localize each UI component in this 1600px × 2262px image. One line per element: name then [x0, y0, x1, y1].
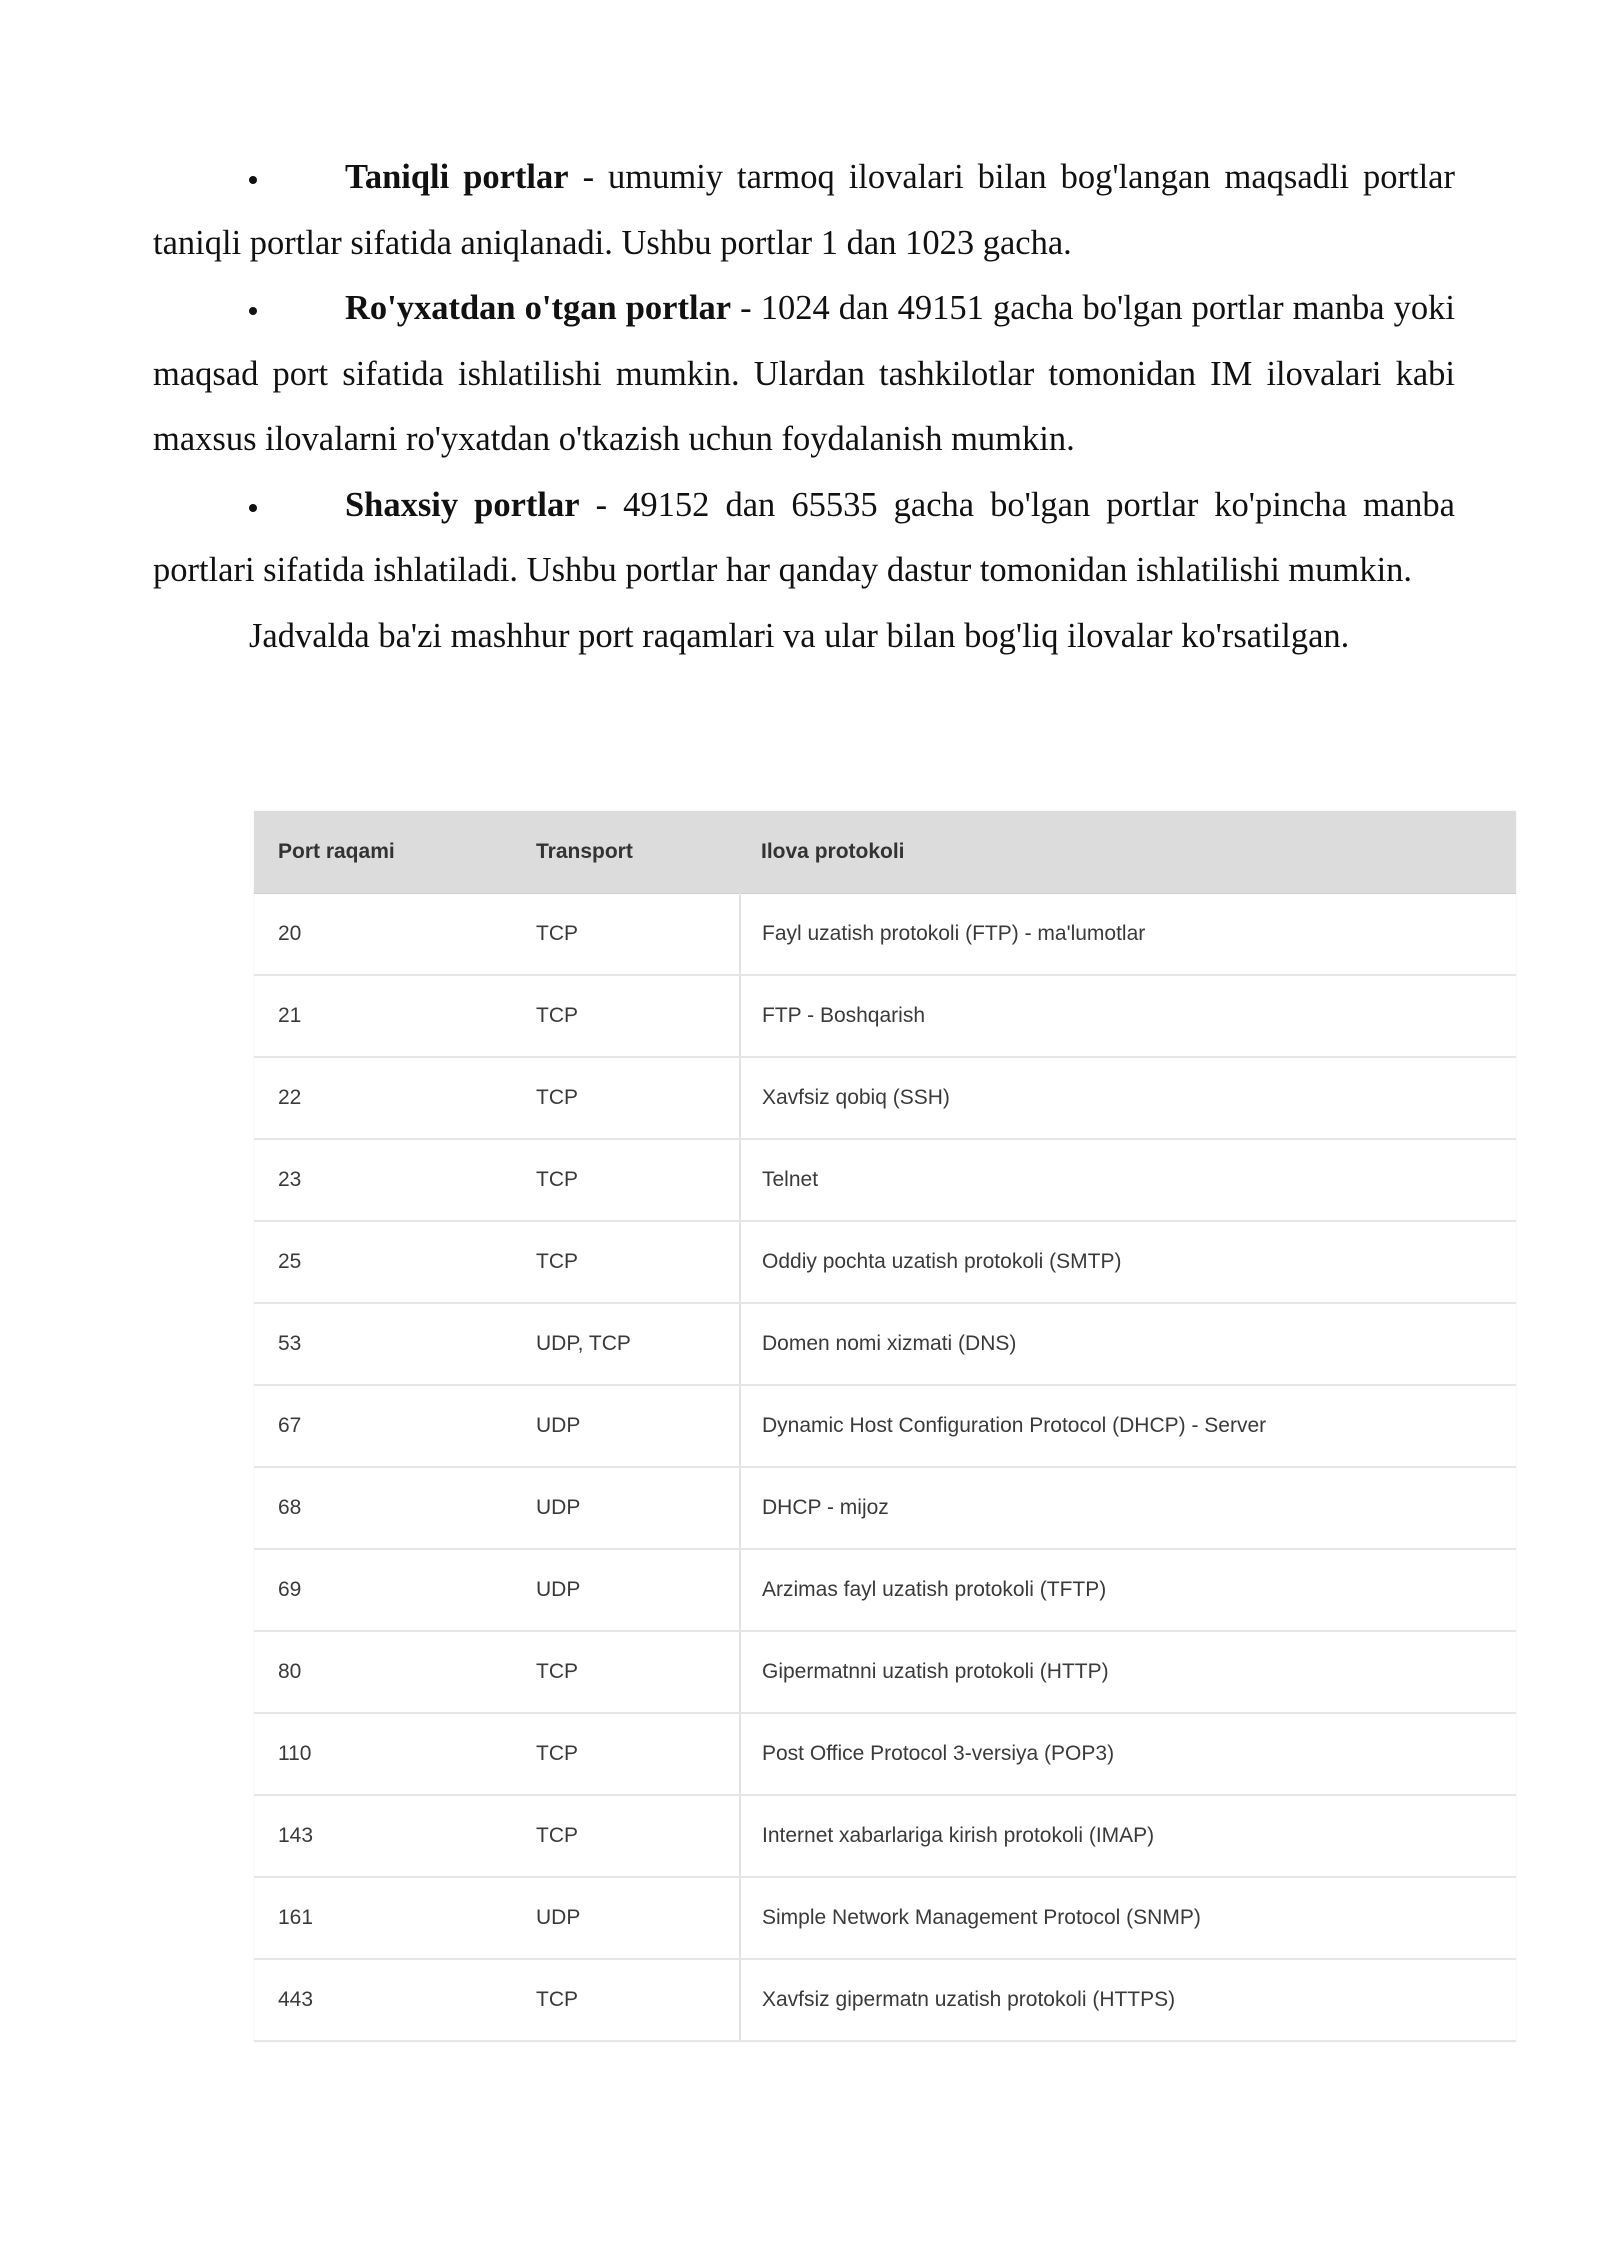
cell-port-number: 20	[254, 894, 512, 976]
cell-app-protocol: Xavfsiz gipermatn uzatish protokoli (HTTPS)	[740, 1959, 1516, 2041]
cell-port-number: 161	[254, 1877, 512, 1959]
paragraph-text: - umumiy tarmoq ilovalari bilan bog'langan maqsadli portlar taniqli portlar sifatida aniqlanadi. Ushbu portlar 1 dan 1023 gacha.	[153, 158, 1455, 262]
table-row	[254, 894, 1516, 976]
header-app-protocol: Ilova protokoli	[740, 811, 1516, 894]
cell-transport: UDP, TCP	[512, 1303, 740, 1385]
cell-port-number: 80	[254, 1631, 512, 1713]
cell-app-protocol: Xavfsiz qobiq (SSH)	[740, 1057, 1516, 1139]
ports-table	[254, 811, 1516, 2042]
cell-port-number: 21	[254, 975, 512, 1057]
cell-app-protocol: Oddiy pochta uzatish protokoli (SMTP)	[740, 1221, 1516, 1303]
cell-app-protocol: Simple Network Management Protocol (SNMP)	[740, 1877, 1516, 1959]
table-row	[254, 1139, 1516, 1221]
cell-transport: UDP	[512, 1549, 740, 1631]
cell-port-number: 22	[254, 1057, 512, 1139]
cell-port-number: 67	[254, 1385, 512, 1467]
cell-app-protocol: FTP - Boshqarish	[740, 975, 1516, 1057]
cell-app-protocol: Domen nomi xizmati (DNS)	[740, 1303, 1516, 1385]
cell-port-number: 68	[254, 1467, 512, 1549]
cell-port-number: 53	[254, 1303, 512, 1385]
paragraph-text: - 1024 dan 49151 gacha bo'lgan portlar manba yoki maqsad port sifatida ishlatilishi mumkin. Ulardan tashkilotlar tomonidan IM ilovalari kabi maxsus ilovalarni ro'yxatdan o'tkazish uchun foydalanish mumkin.	[153, 289, 1455, 458]
table-row	[254, 1467, 1516, 1549]
cell-app-protocol: Internet xabarlariga kirish protokoli (IMAP)	[740, 1795, 1516, 1877]
table-header-row	[254, 811, 1516, 894]
table-row	[254, 1303, 1516, 1385]
cell-app-protocol: Gipermatnni uzatish protokoli (HTTP)	[740, 1631, 1516, 1713]
paragraph-registered-ports	[153, 276, 1455, 473]
term-registered-ports: Ro'yxatdan o'tgan portlar	[345, 289, 732, 327]
cell-app-protocol: Dynamic Host Configuration Protocol (DHCP) - Server	[740, 1385, 1516, 1467]
cell-port-number: 110	[254, 1713, 512, 1795]
table-row	[254, 1713, 1516, 1795]
cell-app-protocol: Fayl uzatish protokoli (FTP) - ma'lumotlar	[740, 894, 1516, 976]
cell-transport: TCP	[512, 1057, 740, 1139]
cell-transport: TCP	[512, 894, 740, 976]
table-row	[254, 1221, 1516, 1303]
header-transport: Transport	[512, 811, 740, 894]
table-row	[254, 1877, 1516, 1959]
cell-transport: TCP	[512, 1795, 740, 1877]
cell-port-number: 25	[254, 1221, 512, 1303]
term-well-known-ports: Taniqli portlar	[345, 158, 569, 196]
cell-app-protocol: Arzimas fayl uzatish protokoli (TFTP)	[740, 1549, 1516, 1631]
cell-port-number: 143	[254, 1795, 512, 1877]
cell-app-protocol: Post Office Protocol 3-versiya (POP3)	[740, 1713, 1516, 1795]
bullet-icon	[249, 307, 257, 315]
term-private-ports: Shaxsiy portlar	[345, 485, 580, 524]
ports-table-container	[254, 811, 1516, 2042]
cell-transport: UDP	[512, 1467, 740, 1549]
paragraph-table-intro: Jadvalda ba'zi mashhur port raqamlari va ular bilan bog'liq ilovalar ko'rsatilgan.	[249, 616, 1350, 655]
cell-port-number: 69	[254, 1549, 512, 1631]
paragraph-private-ports	[153, 473, 1455, 604]
cell-transport: TCP	[512, 1221, 740, 1303]
cell-transport: UDP	[512, 1385, 740, 1467]
paragraph-well-known-ports	[153, 145, 1455, 276]
cell-app-protocol: DHCP - mijoz	[740, 1467, 1516, 1549]
header-port-number: Port raqami	[254, 811, 512, 894]
bullet-icon	[249, 504, 257, 512]
cell-transport: TCP	[512, 1139, 740, 1221]
cell-transport: TCP	[512, 1631, 740, 1713]
table-row	[254, 975, 1516, 1057]
paragraph-text: - 49152 dan 65535 gacha bo'lgan portlar ko'pincha manba portlari sifatida ishlatiladi. Ushbu portlar har qanday dastur tomonidan ishlatilishi mumkin.	[153, 485, 1455, 589]
table-row	[254, 1385, 1516, 1467]
table-row	[254, 1631, 1516, 1713]
cell-transport: TCP	[512, 975, 740, 1057]
cell-transport: TCP	[512, 1713, 740, 1795]
cell-app-protocol: Telnet	[740, 1139, 1516, 1221]
cell-transport: TCP	[512, 1959, 740, 2041]
table-row	[254, 1959, 1516, 2041]
table-row	[254, 1795, 1516, 1877]
cell-transport: UDP	[512, 1877, 740, 1959]
table-row	[254, 1057, 1516, 1139]
cell-port-number: 23	[254, 1139, 512, 1221]
table-row	[254, 1549, 1516, 1631]
cell-port-number: 443	[254, 1959, 512, 2041]
bullet-icon	[249, 176, 257, 184]
body-text	[153, 145, 1455, 669]
